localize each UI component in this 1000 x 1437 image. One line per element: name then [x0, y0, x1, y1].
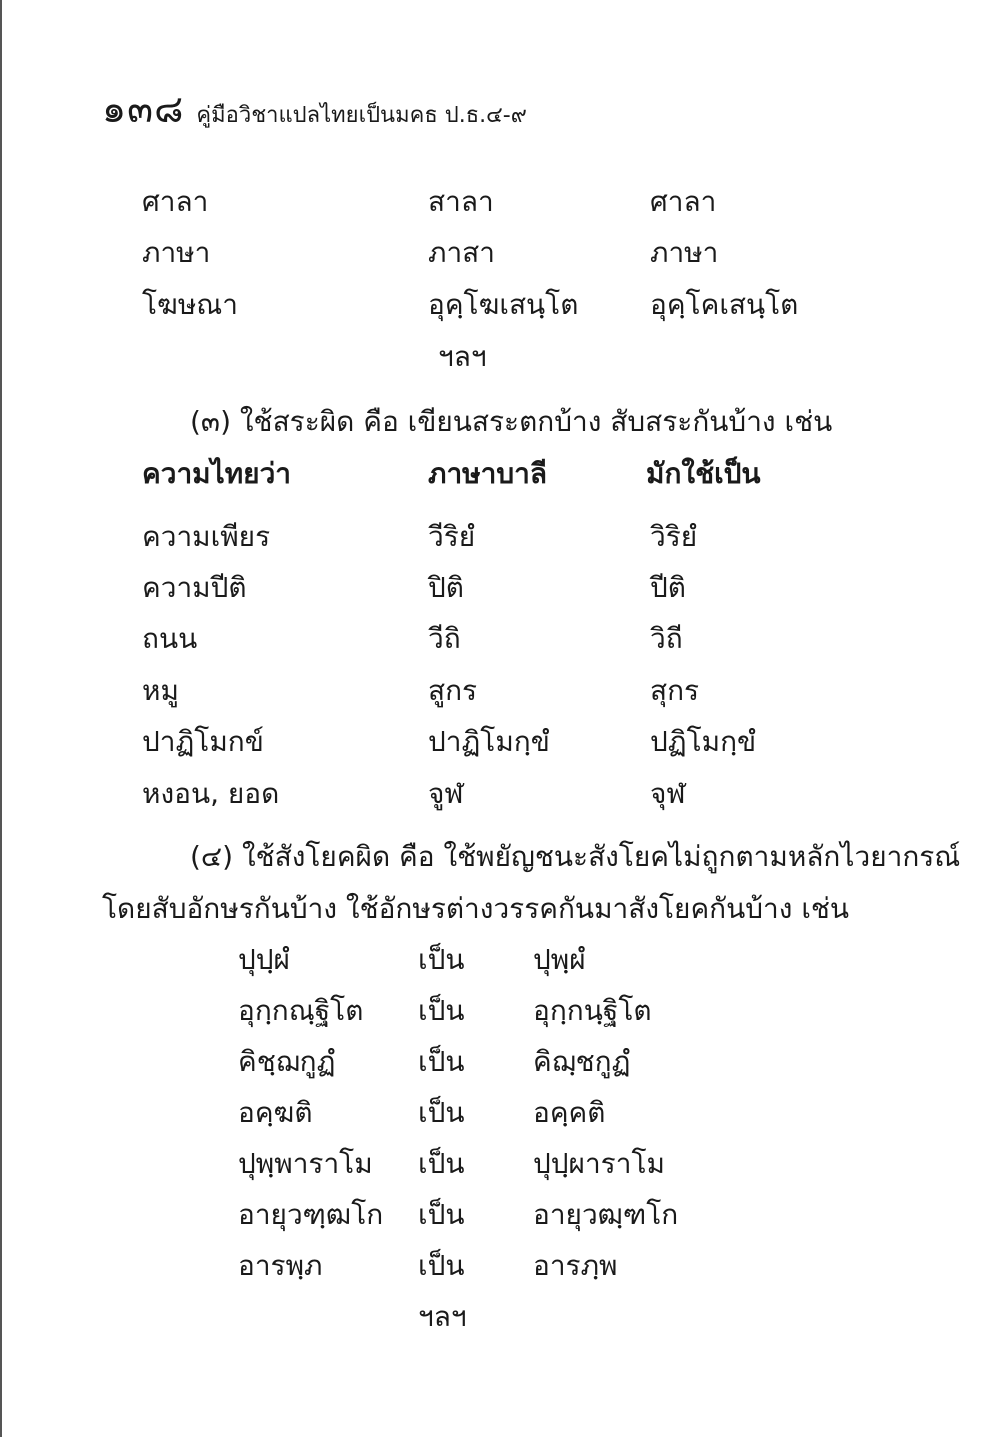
- table-cell: ปุพฺพาราโม: [238, 1147, 373, 1180]
- table-row: [0, 180, 1000, 224]
- table-cell: วีริยํ: [428, 520, 476, 553]
- table-cell: สาลา: [428, 185, 494, 218]
- table-cell: อุคฺโคเสนฺโต: [650, 288, 799, 321]
- table-row: [0, 1091, 1000, 1135]
- table-cell: โฆษณา: [142, 288, 238, 321]
- table-cell: ปิติ: [428, 571, 464, 604]
- table-row: [0, 283, 1000, 327]
- table-cell: ปุพฺผํ: [533, 943, 586, 976]
- table-cell: ศาลา: [142, 185, 209, 218]
- table-cell: ปฏิโมกฺขํ: [650, 725, 757, 758]
- table-cell: เป็น: [418, 1249, 465, 1282]
- table-cell: วีถิ: [428, 622, 461, 655]
- table-cell: จุฬ: [650, 777, 686, 810]
- table-cell: อายุวฑฺฒโก: [238, 1198, 384, 1231]
- table-cell: วิถี: [650, 622, 683, 655]
- table-cell: ปาฏิโมกฺขํ: [428, 725, 550, 758]
- table-cell: จูฬ: [428, 777, 464, 810]
- table-cell: ปุปฺผาราโม: [533, 1147, 665, 1180]
- table-row: [0, 1142, 1000, 1186]
- table-cell: อุกฺกณฺฐิโต: [238, 994, 364, 1027]
- table-row: [0, 515, 1000, 559]
- section-4-intro-line-1: (๔) ใช้สังโยคผิด คือ ใช้พยัญชนะสังโยคไม่ถูกตามหลักไวยากรณ์: [190, 840, 961, 873]
- table-cell: อคฺคติ: [533, 1096, 606, 1129]
- table-cell: สุกร: [650, 674, 700, 707]
- table-cell: อารภฺพ: [533, 1249, 618, 1282]
- table-cell: เป็น: [418, 994, 465, 1027]
- table-cell: เป็น: [418, 1198, 465, 1231]
- table-row: [0, 938, 1000, 982]
- table-cell: หงอน, ยอด: [142, 777, 280, 810]
- page-header: [102, 78, 527, 131]
- table-row: [0, 1040, 1000, 1084]
- table-cell: อุคฺโฆเสนฺโต: [428, 288, 579, 321]
- table-cell: ปีติ: [650, 571, 686, 604]
- table-cell: ศาลา: [650, 185, 717, 218]
- table-cell: เป็น: [418, 1045, 465, 1078]
- table-row: [0, 669, 1000, 713]
- table-row: [0, 617, 1000, 661]
- table-cell: ภาสา: [428, 236, 495, 269]
- table-cell: ถนน: [142, 622, 198, 655]
- table-cell: เป็น: [418, 1096, 465, 1129]
- column-header: มักใช้เป็น: [646, 457, 761, 490]
- etc-text: ฯลฯ: [438, 340, 487, 373]
- table-cell: ปุปฺผํ: [238, 943, 290, 976]
- table-cell: ความเพียร: [142, 520, 271, 553]
- table-cell: ปาฏิโมกข์: [142, 725, 264, 758]
- table-cell: อุกฺกนฺฐิโต: [533, 994, 652, 1027]
- table-row: [0, 1193, 1000, 1237]
- table-cell: วิริยํ: [650, 520, 698, 553]
- table-cell: ภาษา: [142, 236, 211, 269]
- table-cell: เป็น: [418, 1147, 465, 1180]
- etc-marker: [0, 1295, 1000, 1339]
- table-cell: อารพฺภ: [238, 1249, 323, 1282]
- section-3-intro: (๓) ใช้สระผิด คือ เขียนสระตกบ้าง สับสระกันบ้าง เช่น: [190, 405, 833, 438]
- table-row: [0, 720, 1000, 764]
- table-cell: คิฌฺชกูฏํ: [533, 1045, 631, 1078]
- column-header: ภาษาบาลี: [428, 457, 548, 490]
- etc-text: ฯลฯ: [418, 1300, 467, 1333]
- table-row: [0, 989, 1000, 1033]
- table-row: [0, 1244, 1000, 1288]
- section-4-intro-line-2: โดยสับอักษรกันบ้าง ใช้อักษรต่างวรรคกันมาสังโยคกันบ้าง เช่น: [102, 892, 850, 925]
- column-header: ความไทยว่า: [142, 457, 292, 490]
- table-cell: ภาษา: [650, 236, 719, 269]
- table-cell: หมู: [142, 674, 179, 707]
- etc-marker: [0, 335, 1000, 379]
- table-cell: อคฺฆติ: [238, 1096, 313, 1129]
- table-cell: อายุวฒฺฑโก: [533, 1198, 679, 1231]
- table-header-row: [0, 452, 1000, 496]
- table-cell: เป็น: [418, 943, 465, 976]
- page-number: ๑๓๘: [102, 87, 185, 131]
- table-row: [0, 566, 1000, 610]
- table-cell: ความปีติ: [142, 571, 247, 604]
- table-cell: สูกร: [428, 674, 478, 707]
- table-row: [0, 231, 1000, 275]
- book-title: คู่มือวิชาแปลไทยเป็นมคธ ป.ธ.๔-๙: [196, 103, 527, 128]
- table-row: [0, 772, 1000, 816]
- table-cell: คิชฺฌกูฏํ: [238, 1045, 336, 1078]
